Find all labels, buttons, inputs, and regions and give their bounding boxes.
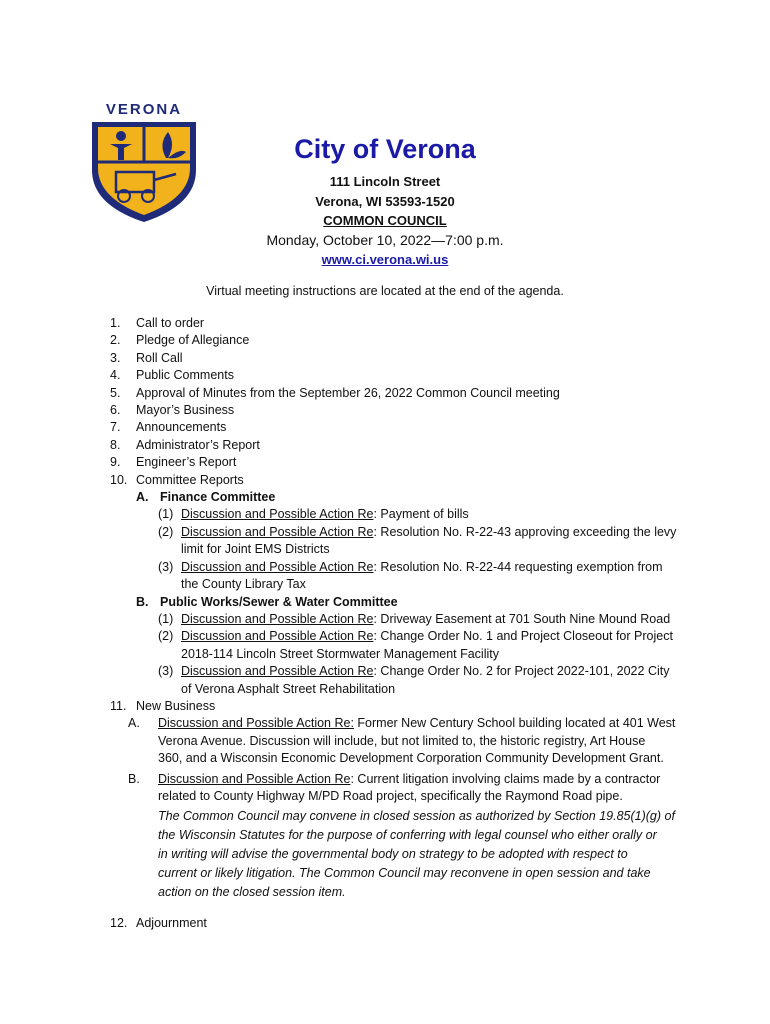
agenda-item [110,402,690,419]
agenda-item [110,315,690,332]
closed-session-note [110,807,690,902]
item-number: 11. [110,698,127,713]
action-label: Discussion and Possible Action Re [181,559,374,574]
item-text: Approval of Minutes from the September 26, 2022 Common Council meeting [136,385,560,400]
action-label: Discussion and Possible Action Re [181,611,374,626]
item-text: Announcements [136,420,227,435]
sub-item-number: (3) [158,559,174,574]
sub-item-number: (2) [158,629,174,644]
sub-item-number: (3) [158,664,174,679]
committee-item [110,524,690,559]
item-number: 10. [110,472,128,487]
committee-letter: B. [136,594,149,609]
action-label: Discussion and Possible Action Re [181,524,374,539]
item-text: Public Comments [136,368,234,383]
logo-wordmark: VERONA [105,101,183,118]
verona-logo [88,100,200,224]
new-business-line: Verona Avenue. Discussion will include, but not limited to, the historic registry, Art House [158,733,646,748]
sub-item-number: (2) [158,524,174,539]
item-text: Adjournment [136,916,207,931]
closed-session-line: the Wisconsin Statutes for the purpose of conferring with legal counsel who either orally or [158,828,657,843]
closed-session-line: current or likely litigation. The Common Council may reconvene in open session and take [158,866,651,881]
agenda-item [110,419,690,436]
sub-item-number: (1) [158,611,174,626]
item-number: 2. [110,333,121,348]
item-number: 4. [110,368,121,383]
closed-session-line: The Common Council may convene in closed session as authorized by Section 19.85(1)(g) of [158,809,675,824]
agenda-list [110,315,690,933]
item-number: 7. [110,420,121,435]
sub-item-text: : Change Order No. 2 for Project 2022-101, 2022 City [373,664,670,679]
closed-session-line: action on the closed session item. [158,885,346,900]
committee-item [110,628,690,663]
new-business-letter: B. [128,771,140,786]
sub-item-text: : Payment of bills [373,507,469,522]
item-number: 12. [110,916,128,931]
item-text: Mayor’s Business [136,403,235,418]
item-number: 6. [110,403,121,418]
meeting-datetime: Monday, October 10, 2022—7:00 p.m. [266,231,504,248]
action-label: Discussion and Possible Action Re [181,507,374,522]
agenda-item [110,350,690,367]
letterhead [200,132,570,270]
item-number: 1. [110,316,121,330]
item-number: 5. [110,385,121,400]
item-number: 9. [110,455,121,470]
city-state-zip: Verona, WI 53593-1520 [315,193,455,209]
item-text: Call to order [136,316,205,330]
item-number: 3. [110,350,121,365]
committee-letter: A. [136,490,149,505]
action-label: Discussion and Possible Action Re: [158,716,354,731]
agenda-item [110,454,690,471]
sub-item-text: : Driveway Easement at 701 South Nine Mound Road [373,611,671,626]
new-business-item [110,715,690,767]
new-business-letter: A. [128,716,140,731]
sub-item-continuation: 2018-114 Lincoln Street Stormwater Management Facility [181,646,499,661]
committee-item [110,506,690,523]
new-business-line: related to County Highway M/PD Road project, specifically the Raymond Road pipe. [158,788,623,803]
agenda-item [110,437,690,454]
sub-item-continuation: limit for Joint EMS Districts [181,542,330,557]
closed-session-line: in writing will advise the governmental body on strategy to be adopted with respect to [158,847,628,862]
agenda-item [110,915,690,932]
item-text: Pledge of Allegiance [136,333,250,348]
agenda-item [110,385,690,402]
sub-item-continuation: of Verona Asphalt Street Rehabilitation [181,681,396,696]
agenda-item [110,332,690,349]
committee-name: Finance Committee [160,490,276,505]
new-business-text: Former New Century School building located at 401 West [353,716,676,731]
agenda-item [110,472,690,489]
item-text: New Business [136,698,216,713]
item-text: Engineer’s Report [136,455,237,470]
agenda-item [110,698,690,715]
new-business-line: 360, and a Wisconsin Economic Development Corporation Community Development Grant. [158,751,664,766]
sub-item-number: (1) [158,507,174,522]
item-text: Roll Call [136,350,183,365]
sub-item-text: : Change Order No. 1 and Project Closeout for Project [373,629,673,644]
item-text: Administrator’s Report [136,437,260,452]
committee-name: Public Works/Sewer & Water Committee [160,594,398,609]
committee-item [110,559,690,594]
action-label: Discussion and Possible Action Re [158,771,351,786]
sub-item-text: : Resolution No. R-22-44 requesting exemption from [373,559,663,574]
item-text: Committee Reports [136,472,244,487]
committee-heading [110,489,690,506]
page-title: City of Verona [294,134,476,164]
item-number: 8. [110,437,121,452]
street-address: 111 Lincoln Street [329,174,441,189]
action-label: Discussion and Possible Action Re [181,664,374,679]
virtual-meeting-note: Virtual meeting instructions are located at the end of the agenda. [206,284,564,298]
new-business-item [110,771,690,806]
committee-item [110,663,690,698]
action-label: Discussion and Possible Action Re [181,629,374,644]
sub-item-text: : Resolution No. R-22-43 approving exceeding the levy [373,524,677,539]
sub-item-continuation: the County Library Tax [181,577,306,592]
agenda-item [110,367,690,384]
committee-heading [110,594,690,611]
new-business-text: : Current litigation involving claims made by a contractor [350,771,661,786]
meeting-body: COMMON COUNCIL [323,213,447,228]
website-link[interactable]: www.ci.verona.wi.us [321,252,449,267]
committee-item [110,611,690,628]
